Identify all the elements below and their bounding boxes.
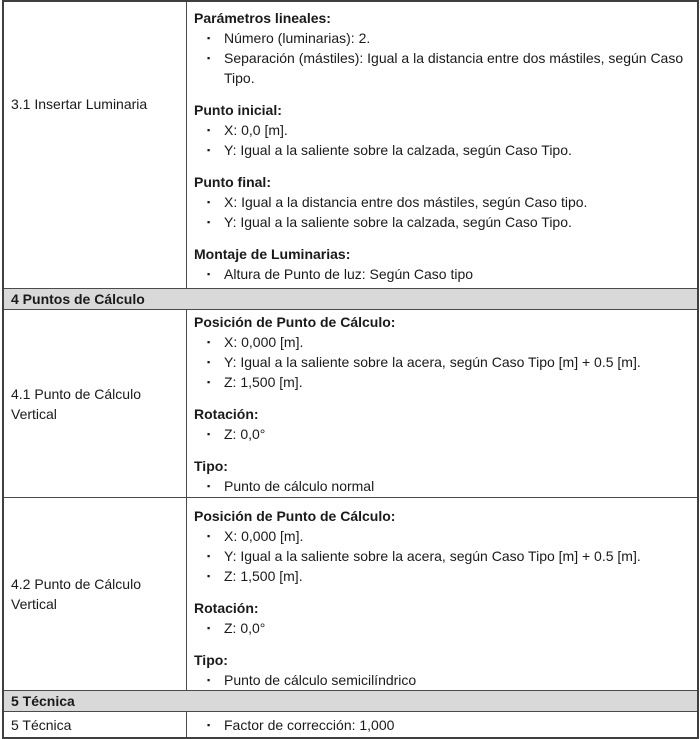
- parameter-group: [194, 172, 693, 232]
- row-label-cell: [4, 498, 187, 690]
- row-label: 5 Técnica: [11, 716, 72, 733]
- square-bullet-icon: ▪: [207, 377, 211, 387]
- square-bullet-icon: ▪: [207, 531, 211, 541]
- bullet-item: [194, 212, 693, 232]
- section-title: 5 Técnica: [11, 693, 75, 709]
- bullet-item: [194, 332, 693, 352]
- square-bullet-icon: ▪: [207, 197, 211, 207]
- bullet-item: [194, 28, 693, 48]
- group-heading: Rotación:: [194, 406, 259, 422]
- square-bullet-icon: ▪: [207, 269, 211, 279]
- row-content-cell: [187, 2, 697, 288]
- bullet-text: Z: 0,0°: [224, 426, 266, 442]
- parameter-group: [194, 456, 693, 496]
- parameter-group: [194, 506, 693, 586]
- row-label-cell: [4, 310, 187, 497]
- row-content-cell: [187, 498, 697, 690]
- group-heading: Montaje de Luminarias:: [194, 246, 351, 262]
- bullet-text: Factor de corrección: 1,000: [224, 716, 395, 733]
- square-bullet-icon: ▪: [207, 337, 211, 347]
- bullet-text: Z: 1,500 [m].: [224, 374, 303, 390]
- bullet-item: [194, 352, 693, 372]
- bullet-item: [194, 618, 693, 638]
- table-row-insertar-luminaria: [4, 2, 697, 288]
- parameters-table: [2, 0, 699, 739]
- square-bullet-icon: ▪: [207, 481, 211, 491]
- parameter-group: [194, 598, 693, 638]
- section-title: 4 Puntos de Cálculo: [11, 291, 145, 307]
- bullet-text: Punto de cálculo semicilíndrico: [224, 672, 417, 688]
- bullet-text: Z: 1,500 [m].: [224, 568, 303, 584]
- bullet-text: Número (luminarias): 2.: [224, 30, 371, 46]
- row-content-cell: [187, 712, 697, 737]
- square-bullet-icon: ▪: [207, 125, 211, 135]
- group-heading: Punto inicial:: [194, 102, 282, 118]
- bullet-text: X: 0,000 [m].: [224, 528, 304, 544]
- row-content-cell: [187, 310, 697, 497]
- square-bullet-icon: ▪: [207, 429, 211, 439]
- parameter-group: [194, 404, 693, 444]
- bullet-text: X: 0,0 [m].: [224, 122, 288, 138]
- parameter-group: [194, 8, 693, 88]
- table-row-punto-calculo-vertical-42: [4, 497, 697, 690]
- square-bullet-icon: ▪: [207, 551, 211, 561]
- bullet-item: [194, 192, 693, 212]
- row-label-cell: [4, 2, 187, 288]
- bullet-text: Y: Igual a la saliente sobre la acera, según Caso Tipo [m] + 0.5 [m].: [224, 354, 641, 370]
- bullet-item: [194, 120, 693, 140]
- bullet-text: Y: Igual a la saliente sobre la acera, según Caso Tipo [m] + 0.5 [m].: [224, 548, 641, 564]
- parameter-group: [194, 650, 693, 690]
- bullet-text: X: 0,000 [m].: [224, 334, 304, 350]
- group-heading: Tipo:: [194, 652, 228, 668]
- bullet-item: [194, 264, 693, 284]
- table-row-tecnica: [4, 712, 697, 737]
- bullet-text: Z: 0,0°: [224, 620, 266, 636]
- row-label: 4.1 Punto de Cálculo Vertical: [11, 385, 141, 422]
- parameter-group: [194, 312, 693, 392]
- square-bullet-icon: ▪: [207, 357, 211, 367]
- square-bullet-icon: ▪: [207, 675, 211, 685]
- group-heading: Punto final:: [194, 174, 271, 190]
- square-bullet-icon: ▪: [207, 719, 211, 730]
- bullet-text: Altura de Punto de luz: Según Caso tipo: [224, 266, 474, 282]
- bullet-text: X: Igual a la distancia entre dos mástiles, según Caso tipo.: [224, 194, 588, 210]
- square-bullet-icon: ▪: [207, 571, 211, 581]
- section-header-puntos-de-calculo: [4, 288, 697, 310]
- group-heading: Posición de Punto de Cálculo:: [194, 314, 396, 330]
- group-heading: Rotación:: [194, 600, 259, 616]
- parameter-group: [194, 244, 693, 284]
- square-bullet-icon: ▪: [207, 217, 211, 227]
- bullet-item: [194, 48, 693, 88]
- bullet-item: [194, 424, 693, 444]
- bullet-text: Separación (mástiles): Igual a la distancia entre dos mástiles, según Caso Tipo.: [224, 50, 684, 86]
- row-label-cell: [4, 712, 187, 737]
- bullet-item: [194, 140, 693, 160]
- bullet-text: Y: Igual a la saliente sobre la calzada, según Caso Tipo.: [224, 214, 572, 230]
- bullet-text: Y: Igual a la saliente sobre la calzada, según Caso Tipo.: [224, 142, 572, 158]
- bullet-item: [194, 670, 693, 690]
- bullet-item: [194, 372, 693, 392]
- bullet-item: [194, 546, 693, 566]
- bullet-item: [194, 566, 693, 586]
- square-bullet-icon: ▪: [207, 33, 211, 43]
- square-bullet-icon: ▪: [207, 53, 211, 63]
- row-label: 3.1 Insertar Luminaria: [11, 96, 148, 112]
- group-heading: Tipo:: [194, 458, 228, 474]
- group-heading: Posición de Punto de Cálculo:: [194, 508, 396, 524]
- bullet-item: [194, 476, 693, 496]
- bullet-item: [194, 715, 693, 735]
- bullet-item: [194, 526, 693, 546]
- square-bullet-icon: ▪: [207, 145, 211, 155]
- bullet-text: Punto de cálculo normal: [224, 478, 375, 494]
- table-row-punto-calculo-vertical-41: [4, 310, 697, 497]
- group-heading: Parámetros lineales:: [194, 10, 331, 26]
- parameter-group: [194, 100, 693, 160]
- section-header-tecnica: [4, 690, 697, 712]
- square-bullet-icon: ▪: [207, 623, 211, 633]
- row-label: 4.2 Punto de Cálculo Vertical: [11, 576, 141, 612]
